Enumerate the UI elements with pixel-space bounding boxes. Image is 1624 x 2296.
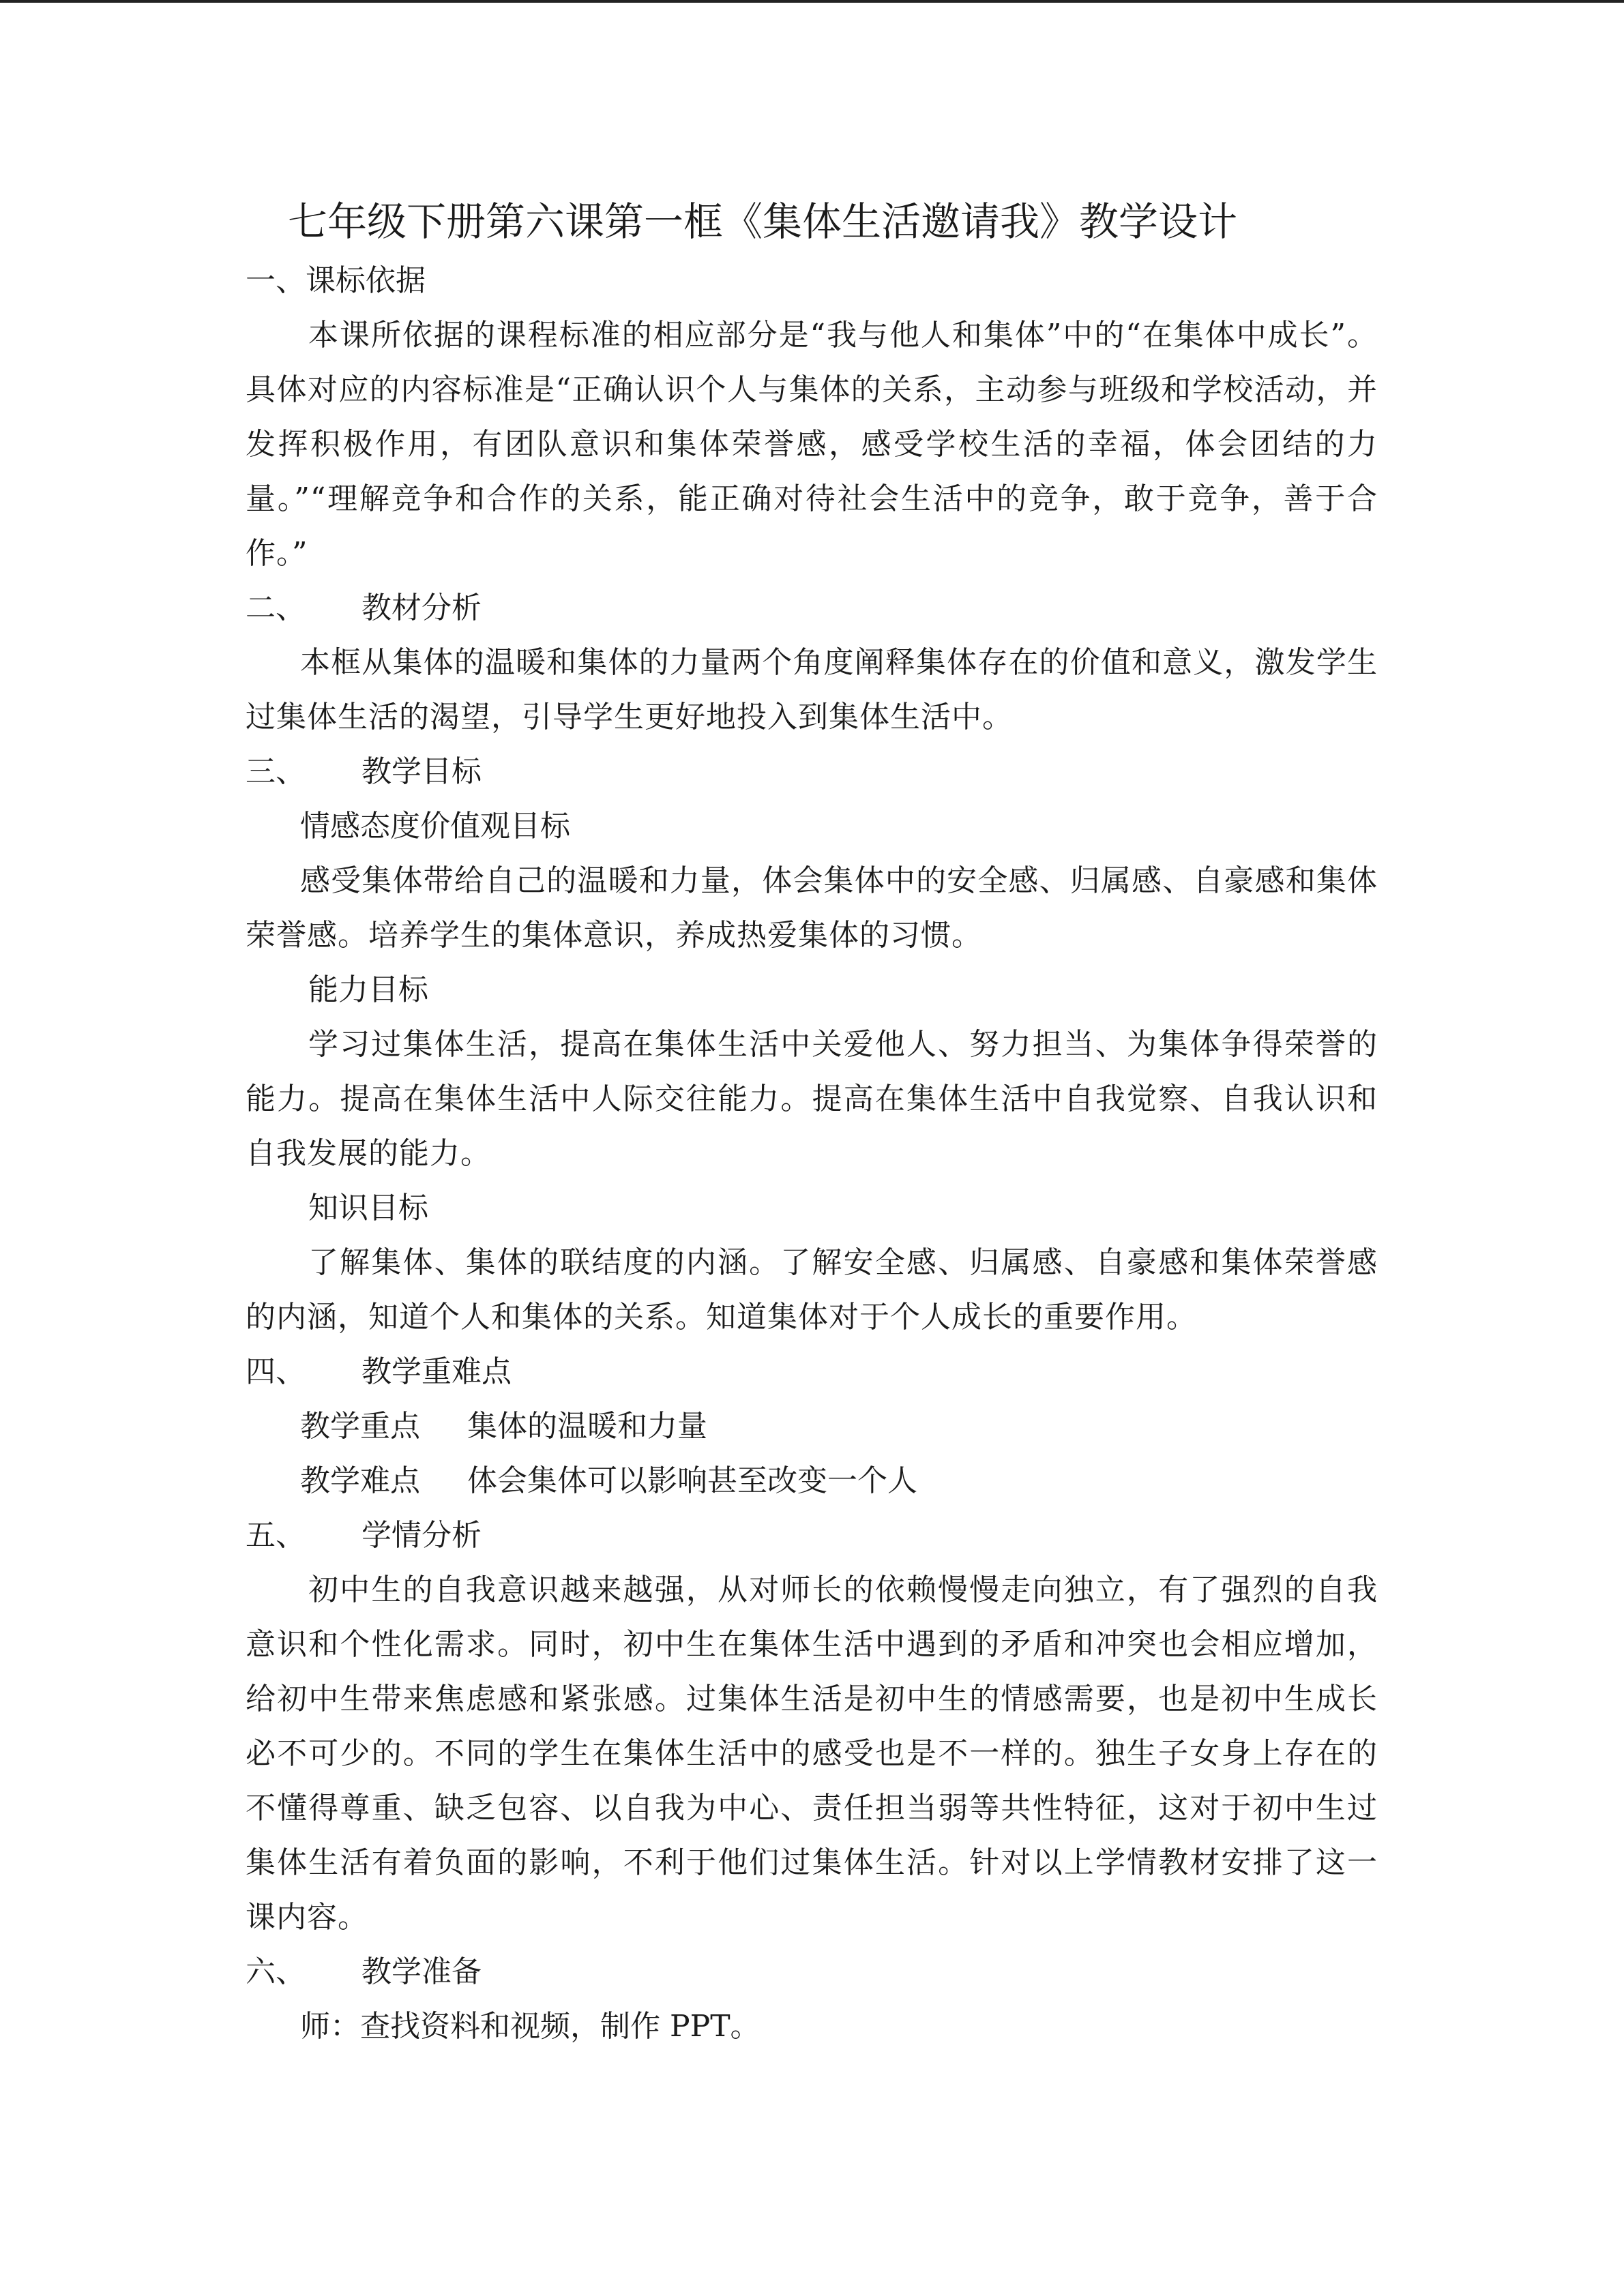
page-top-border <box>0 0 1624 3</box>
section-title: 教学重难点 <box>361 1354 512 1389</box>
difficult-point-label: 教学难点 <box>300 1463 420 1498</box>
document-title: 七年级下册第六课第一框《集体生活邀请我》教学设计 <box>288 198 1238 245</box>
section-title: 教材分析 <box>361 591 482 625</box>
section-number: 六、 <box>246 1954 306 1989</box>
section-teaching-preparation <box>246 1945 1378 2054</box>
section-number: 二、 <box>246 591 306 625</box>
document-page <box>246 191 1378 2054</box>
section-teaching-goals <box>246 745 1378 1345</box>
section-title: 课标依据 <box>306 263 426 298</box>
section-heading <box>246 254 1378 308</box>
section-title: 教学准备 <box>361 1954 482 1989</box>
goal-label-ability: 能力目标 <box>308 972 428 1007</box>
section-number: 五、 <box>246 1518 306 1553</box>
goal-label-emotion: 情感态度价值观目标 <box>300 809 570 844</box>
key-point-row <box>246 1399 1378 1454</box>
section-paragraph: 本框从集体的温暖和集体的力量两个角度阐释集体存在的价值和意义，激发学生过集体生活的渴望，引导学生更好地投入到集体生活中。 <box>246 645 1378 734</box>
key-point-label: 教学重点 <box>300 1409 420 1444</box>
section-heading <box>246 1345 1378 1399</box>
section-textbook-analysis <box>246 581 1378 745</box>
key-point-text: 集体的温暖和力量 <box>467 1409 707 1444</box>
section-heading <box>246 581 1378 636</box>
preparation-text: 师：查找资料和视频，制作 PPT。 <box>300 2009 761 2044</box>
section-heading <box>246 1945 1378 1999</box>
section-paragraph: 初中生的自我意识越来越强，从对师长的依赖慢慢走向独立，有了强烈的自我意识和个性化需求。同时，初中生在集体生活中遇到的矛盾和冲突也会相应增加，给初中生带来焦虑感和紧张感。过集体生活是初中生的情感需要，也是初中生成长必不可少的。不同的学生在集体生活中的感受也是不一样的。独生子女身上存在的不懂得尊重、缺乏包容、以自我为中心、责任担当弱等共性特征，这对于初中生过集体生活有着负面的影响，不利于他们过集体生活。针对以上学情教材安排了这一课内容。 <box>246 1572 1378 1935</box>
section-key-difficult-points <box>246 1345 1378 1508</box>
section-number: 四、 <box>246 1354 306 1389</box>
section-number: 一、 <box>246 263 306 298</box>
section-title: 学情分析 <box>361 1518 482 1553</box>
section-student-analysis <box>246 1508 1378 1945</box>
section-heading <box>246 745 1378 799</box>
section-curriculum-basis <box>246 254 1378 581</box>
section-number: 三、 <box>246 754 306 789</box>
goal-text-knowledge: 了解集体、集体的联结度的内涵。了解安全感、归属感、自豪感和集体荣誉感的内涵，知道个人和集体的关系。知道集体对于个人成长的重要作用。 <box>246 1245 1378 1335</box>
goal-label-knowledge: 知识目标 <box>308 1191 428 1225</box>
difficult-point-text: 体会集体可以影响甚至改变一个人 <box>467 1463 917 1498</box>
goal-text-ability: 学习过集体生活，提高在集体生活中关爱他人、努力担当、为集体争得荣誉的能力。提高在集体生活中人际交往能力。提高在集体生活中自我觉察、自我认识和自我发展的能力。 <box>246 1027 1378 1171</box>
section-paragraph: 本课所依据的课程标准的相应部分是“我与他人和集体”中的“在集体中成长”。具体对应的内容标准是“正确认识个人与集体的关系，主动参与班级和学校活动，并发挥积极作用，有团队意识和集体荣誉感，感受学校生活的幸福，体会团结的力量。”“理解竞争和合作的关系，能正确对待社会生活中的竞争，敢于竞争，善于合作。” <box>246 318 1378 571</box>
goal-text-emotion: 感受集体带给自己的温暖和力量，体会集体中的安全感、归属感、自豪感和集体荣誉感。培养学生的集体意识，养成热爱集体的习惯。 <box>246 863 1378 953</box>
section-title: 教学目标 <box>361 754 482 789</box>
section-heading <box>246 1508 1378 1563</box>
difficult-point-row <box>246 1454 1378 1508</box>
